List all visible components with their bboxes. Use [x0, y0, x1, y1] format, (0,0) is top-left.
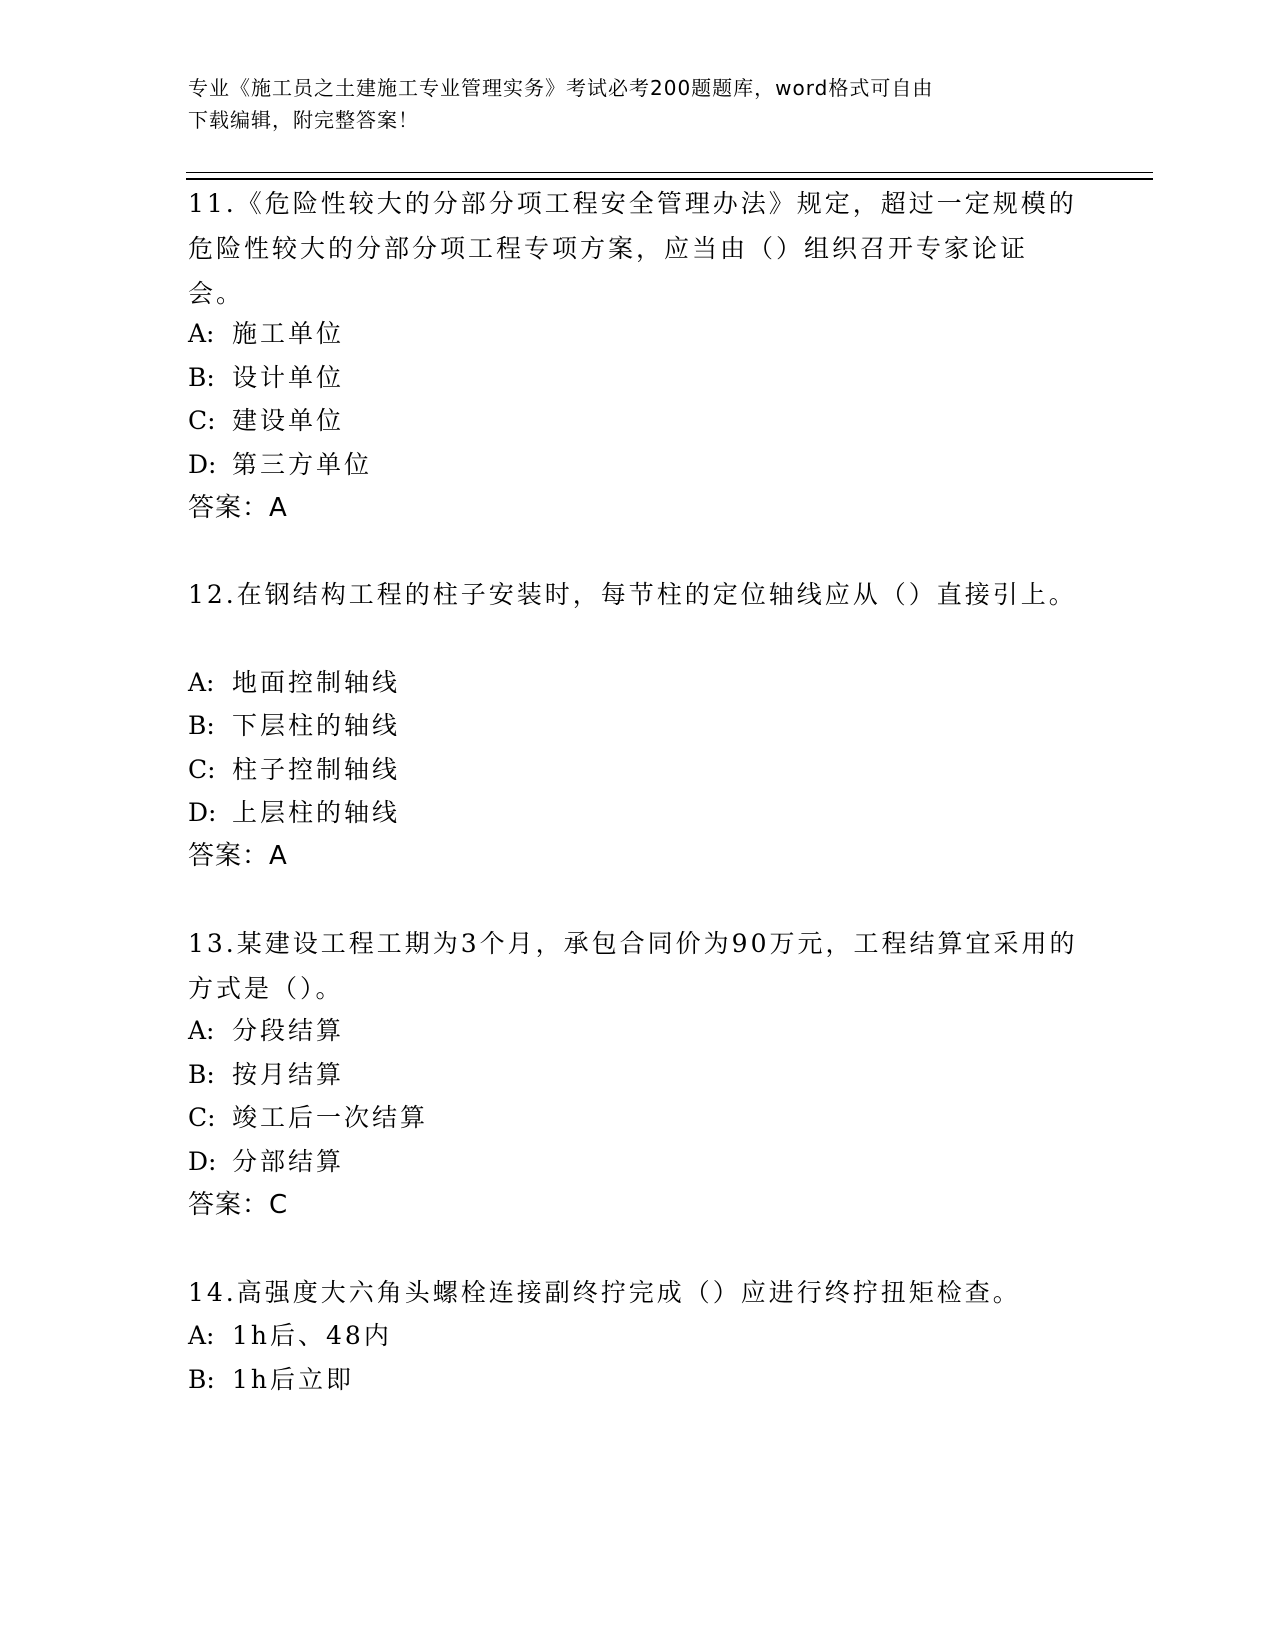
option-text: 分段结算 — [232, 1016, 345, 1045]
question-stem: 13.某建设工程工期为3个月，承包合同价为90万元，工程结算宜采用的方式是（）。 — [188, 929, 1078, 1003]
option-a — [188, 1008, 344, 1053]
option-text: 地面控制轴线 — [232, 668, 401, 697]
option-letter: C: — [188, 755, 216, 784]
option-letter: B: — [188, 1365, 215, 1394]
option-text: 施工单位 — [232, 319, 345, 348]
option-text: 设计单位 — [232, 363, 345, 392]
option-letter: B: — [188, 363, 215, 392]
document-header — [188, 72, 1088, 136]
option-letter: C: — [188, 1103, 216, 1132]
option-b — [188, 355, 344, 400]
option-d — [188, 790, 400, 835]
option-text: 第三方单位 — [232, 450, 373, 479]
option-a — [188, 660, 400, 705]
option-text: 下层柱的轴线 — [232, 711, 401, 740]
header-divider-thin — [186, 172, 1153, 173]
option-text: 柱子控制轴线 — [232, 755, 401, 784]
header-line-2: 下载编辑，附完整答案！ — [188, 108, 419, 132]
option-a — [188, 311, 344, 356]
option-letter: A: — [188, 1321, 215, 1350]
header-divider-thick — [186, 178, 1153, 180]
option-letter: B: — [188, 711, 215, 740]
option-text: 建设单位 — [232, 406, 345, 435]
answer-line: 答案：A — [188, 841, 288, 871]
option-letter: B: — [188, 1060, 215, 1089]
option-b — [188, 703, 400, 748]
option-letter: A: — [188, 1016, 215, 1045]
option-letter: C: — [188, 406, 216, 435]
option-c — [188, 398, 344, 443]
option-b — [188, 1052, 344, 1097]
answer-line: 答案：C — [188, 1190, 289, 1220]
question-stem: 12.在钢结构工程的柱子安装时，每节柱的定位轴线应从（）直接引上。 — [188, 580, 1077, 609]
option-text: 分部结算 — [232, 1147, 345, 1176]
option-letter: D: — [188, 450, 217, 479]
option-letter: A: — [188, 668, 215, 697]
option-text: 竣工后一次结算 — [232, 1103, 429, 1132]
option-text: 1h后立即 — [232, 1365, 355, 1394]
option-letter: D: — [188, 798, 217, 827]
option-a — [188, 1313, 392, 1358]
option-text: 按月结算 — [232, 1060, 345, 1089]
option-letter: D: — [188, 1147, 217, 1176]
option-d — [188, 1139, 344, 1184]
answer-line: 答案：A — [188, 493, 288, 523]
header-line-1: 专业《施工员之土建施工专业管理实务》考试必考200题题库，word格式可自由 — [188, 76, 934, 100]
option-text: 1h后、48内 — [232, 1321, 392, 1350]
question-stem: 11.《危险性较大的分部分项工程安全管理办法》规定，超过一定规模的危险性较大的分部分项工程专项方案，应当由（）组织召开专家论证会。 — [188, 189, 1077, 308]
option-d — [188, 442, 372, 487]
option-c — [188, 747, 400, 792]
option-c — [188, 1095, 428, 1140]
option-b — [188, 1357, 354, 1402]
option-text: 上层柱的轴线 — [232, 798, 401, 827]
question-stem: 14.高强度大六角头螺栓连接副终拧完成（）应进行终拧扭矩检查。 — [188, 1278, 1021, 1307]
option-letter: A: — [188, 319, 215, 348]
